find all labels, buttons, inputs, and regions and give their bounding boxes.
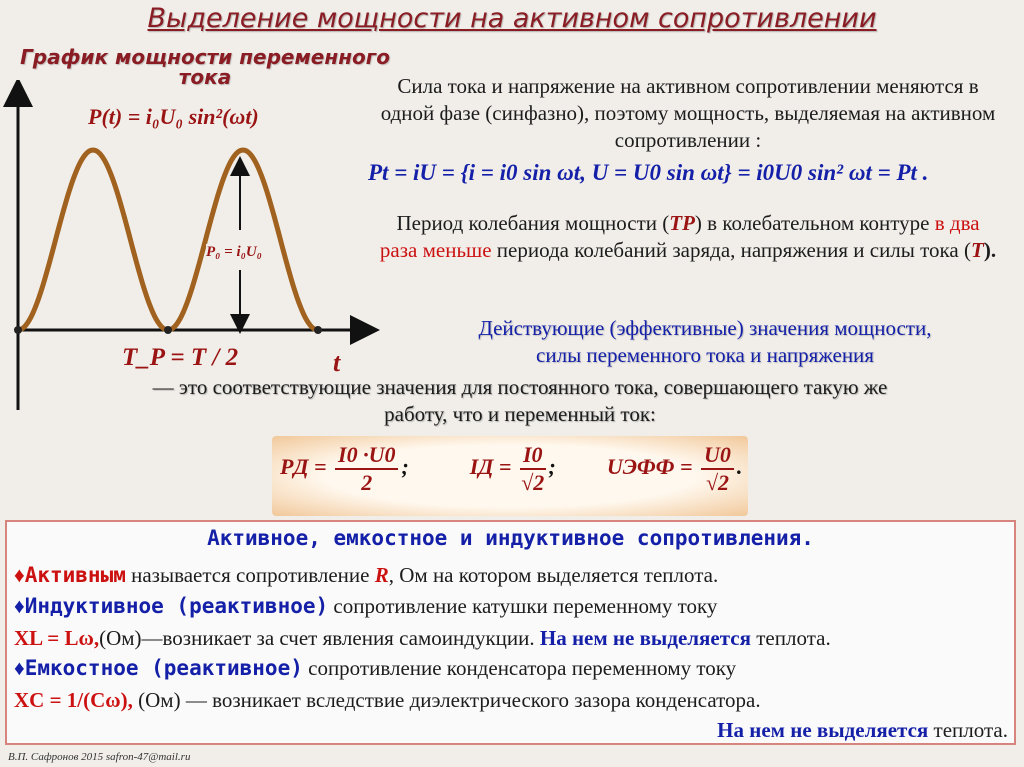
no-heat-highlight: На нем не выделяется: [539, 626, 751, 650]
u-eff-fraction: [701, 442, 734, 496]
inductive-formula-line: [14, 623, 831, 653]
power-formula: P(t) = i₀U₀ sin²(ωt): [88, 104, 259, 129]
capacitive-desc: (Ом) — возникает вследствие диэлектрического зазора конденсатора.: [132, 688, 761, 712]
separator: ;: [401, 454, 409, 480]
p2-t: T: [971, 238, 984, 262]
inductive-term: Индуктивное (реактивное): [24, 594, 329, 618]
active-text-b: , Ом на котором выделяется теплота.: [388, 563, 719, 587]
zero-point: [14, 326, 22, 334]
zero-point: [314, 326, 322, 334]
inductive-line: ♦Индуктивное (реактивное) сопротивление катушки переменному току: [14, 594, 718, 618]
graph-subtitle-line2: тока: [178, 65, 232, 89]
power-equation-text: Pt = iU = {i = i0 sin ωt, U = U0 sin ωt} = i0U0 sin² ωt = Pt .: [368, 160, 929, 185]
synphase-paragraph: Сила тока и напряжение на активном сопротивлении меняются в одной фазе (синфазно), поэтому мощность, выделяемая на активном сопротивлении :: [380, 74, 996, 152]
effective-heading-line2: силы переменного тока и напряжения: [536, 343, 874, 367]
author-footer: В.П. Сафронов 2015 safron-47@mail.ru: [8, 751, 191, 763]
i-eff-denominator: √2: [521, 470, 545, 495]
inductive-formula: XL = Lω,: [14, 626, 100, 650]
end-dot: .: [736, 454, 743, 480]
effective-description-line1: — это соответствующие значения для постоянного тока, совершающего такую же: [152, 375, 888, 399]
p2-part-a: Период колебания мощности (: [396, 211, 670, 235]
p2-highlight: в два раза меньше: [379, 211, 980, 262]
effective-description-line2: работу, что и переменный ток:: [384, 402, 656, 426]
p2-part-d: ).: [983, 238, 997, 262]
no-heat-highlight: На нем не выделяется: [717, 718, 929, 742]
p2-part-b: ) в колебательном контуре: [694, 211, 935, 235]
active-text-a: называется сопротивление: [125, 563, 375, 587]
p-eff-lhs: PД =: [280, 454, 327, 480]
page-title: Выделение мощности на активном сопротивлении: [147, 3, 877, 34]
graph-subtitle-line1: График мощности переменного: [20, 45, 390, 69]
inductive-end: теплота.: [751, 626, 831, 650]
active-term: Активным: [24, 563, 126, 587]
effective-heading-line1: Действующие (эффективные) значения мощности,: [478, 316, 932, 340]
resistance-heading: Активное, емкостное и индуктивное сопротивления.: [207, 526, 814, 550]
u-eff-lhs: UЭФФ =: [606, 454, 693, 480]
i-eff-fraction: [520, 442, 546, 496]
p-eff-fraction: [335, 442, 398, 496]
effective-formulas-box: [272, 436, 748, 516]
capacitive-no-heat-line: [717, 715, 1008, 745]
capacitive-formula: XC = 1/(Cω),: [14, 688, 133, 712]
inductive-desc: (Ом)—возникает за счет явления самоиндукции.: [99, 626, 540, 650]
period-label: T_P = T / 2: [122, 344, 239, 371]
power-equation: [368, 160, 928, 186]
amplitude-label: P₀ = i₀U₀: [206, 244, 262, 260]
active-line: ♦Активным называется сопротивление R, Ом на котором выделяется теплота.: [14, 563, 719, 587]
capacitive-end: теплота.: [928, 718, 1008, 742]
capacitive-formula-line: [14, 685, 761, 715]
u-eff-numerator: U0: [701, 442, 734, 470]
zero-point: [164, 326, 172, 334]
p2-part-c: периода колебаний заряда, напряжения и силы тока (: [491, 238, 971, 262]
active-r: R: [374, 563, 389, 587]
u-eff-denominator: √2: [705, 470, 729, 495]
inductive-text: сопротивление катушки переменному току: [328, 594, 718, 618]
period-paragraph: [378, 210, 998, 264]
p-eff-numerator: I0 ·U0: [335, 442, 398, 470]
effective-heading: [400, 315, 1010, 369]
separator: ;: [548, 454, 556, 480]
power-curve: [18, 150, 318, 330]
p2-tp: TP: [669, 211, 695, 235]
capacitive-text: сопротивление конденсатора переменному току: [302, 656, 737, 680]
capacitive-line: ♦Емкостное (реактивное) сопротивление конденсатора переменному току: [14, 656, 737, 680]
t-axis-label: t: [333, 348, 341, 377]
i-eff-numerator: I0: [520, 442, 546, 470]
capacitive-term: Емкостное (реактивное): [24, 656, 303, 680]
effective-description: [40, 374, 1000, 428]
i-eff-lhs: IД =: [469, 454, 512, 480]
p-eff-denominator: 2: [361, 470, 373, 495]
